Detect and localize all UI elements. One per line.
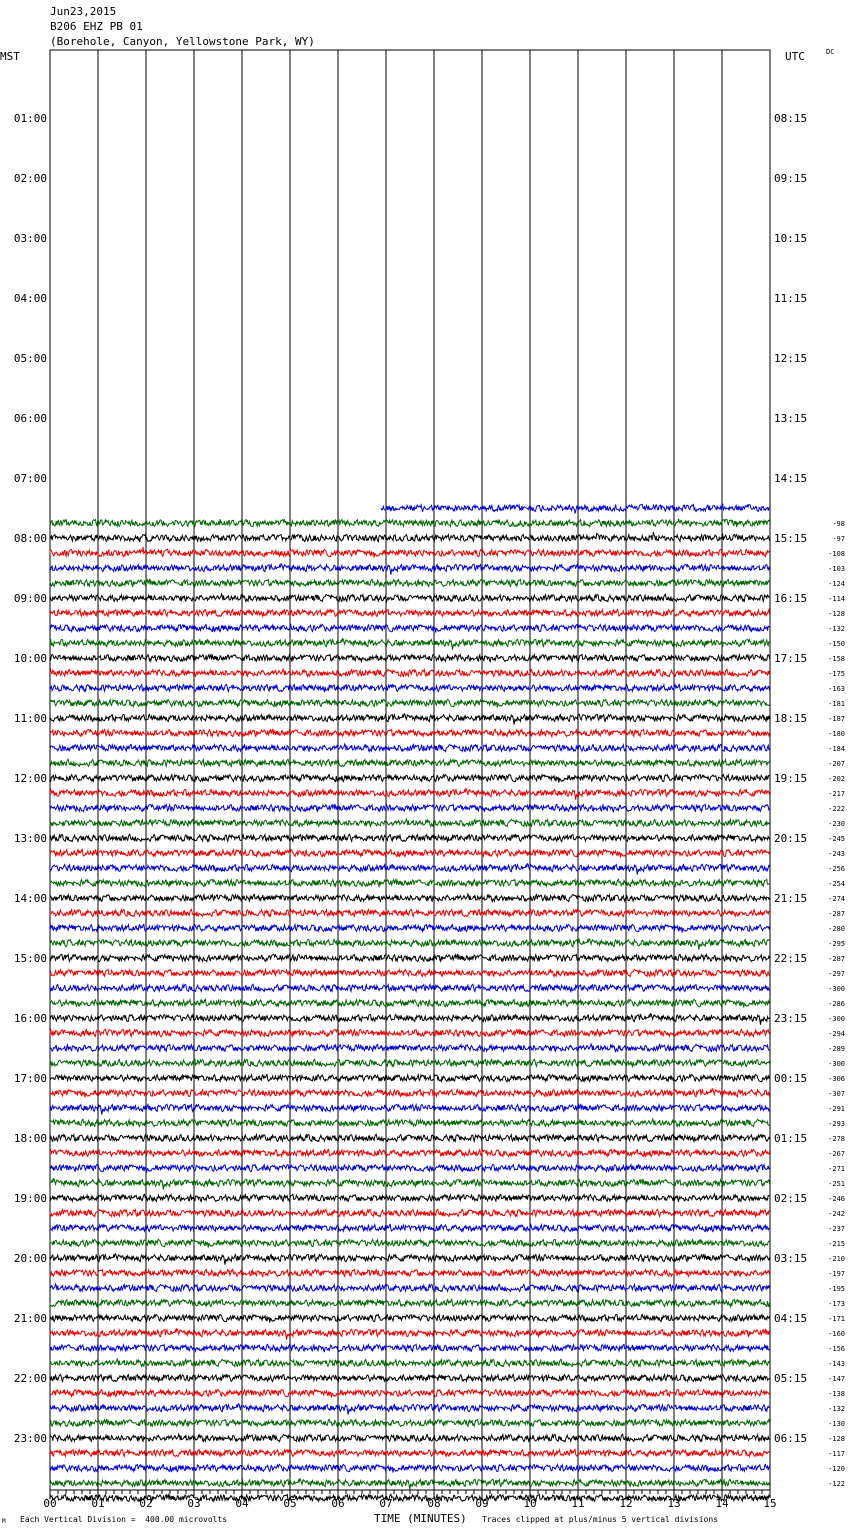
footer-clip-note: Traces clipped at plus/minus 5 vertical divisions xyxy=(482,1515,719,1524)
trace-line xyxy=(50,699,770,707)
dc-offset-label: -202 xyxy=(828,775,845,783)
mst-hour-label: 15:00 xyxy=(13,952,47,965)
mst-hour-label: 21:00 xyxy=(13,1312,47,1325)
x-tick-label: 05 xyxy=(283,1497,297,1510)
utc-hour-label: 16:15 xyxy=(774,592,808,605)
trace-line xyxy=(50,624,770,632)
trace-line xyxy=(50,1149,770,1156)
dc-offset-label: -256 xyxy=(828,865,845,873)
dc-offset-label: -294 xyxy=(828,1030,845,1038)
trace-line xyxy=(381,504,770,513)
utc-hour-label: 05:15 xyxy=(774,1372,808,1385)
x-tick-label: 08 xyxy=(427,1497,441,1510)
trace-line xyxy=(50,714,770,725)
trace-line xyxy=(50,564,770,575)
trace-line xyxy=(50,759,770,766)
dc-offset-label: -293 xyxy=(828,1120,845,1128)
dc-offset-label: -295 xyxy=(828,940,845,948)
trace-line xyxy=(50,639,770,650)
utc-hour-label: 14:15 xyxy=(774,472,808,485)
trace-line xyxy=(50,1404,770,1415)
mst-hour-label: 03:00 xyxy=(13,232,47,245)
trace-line xyxy=(50,1224,770,1231)
header-station: B206 EHZ PB 01 xyxy=(50,20,143,33)
utc-hour-label: 15:15 xyxy=(774,532,808,545)
utc-hour-label: 12:15 xyxy=(774,352,808,365)
dc-offset-label: -210 xyxy=(828,1255,845,1263)
trace-line xyxy=(50,894,770,902)
trace-line xyxy=(50,1434,770,1442)
trace-line xyxy=(50,954,770,961)
dc-offset-label: -280 xyxy=(828,925,845,933)
dc-offset-label: -173 xyxy=(828,1300,845,1308)
trace-line xyxy=(50,1044,770,1052)
mst-hour-label: 01:00 xyxy=(13,112,47,125)
x-tick-label: 14 xyxy=(715,1497,729,1510)
trace-line xyxy=(50,532,770,542)
dc-offset-label: -300 xyxy=(828,1015,845,1023)
dc-offset-label: -195 xyxy=(828,1285,845,1293)
trace-line xyxy=(50,1344,770,1351)
mst-hour-label: 19:00 xyxy=(13,1192,47,1205)
dc-offset-label: -156 xyxy=(828,1345,845,1353)
trace-line xyxy=(50,579,770,586)
utc-hour-label: 09:15 xyxy=(774,172,808,185)
dc-offset-label: -150 xyxy=(828,640,845,648)
trace-line xyxy=(50,864,770,875)
dc-offset-label: -180 xyxy=(828,730,845,738)
mst-hour-label: 18:00 xyxy=(13,1132,47,1145)
trace-line xyxy=(50,1419,770,1426)
dc-offset-label: -254 xyxy=(828,880,845,888)
trace-line xyxy=(50,984,770,991)
trace-line xyxy=(50,1074,770,1081)
dc-offset-label: -114 xyxy=(828,595,845,603)
trace-line xyxy=(50,1329,770,1340)
dc-offset-label: -187 xyxy=(828,715,845,723)
mst-hour-label: 22:00 xyxy=(13,1372,47,1385)
utc-hour-label: 22:15 xyxy=(774,952,808,965)
x-tick-label: 06 xyxy=(331,1497,345,1510)
mst-hour-label: 23:00 xyxy=(13,1432,47,1445)
trace-line xyxy=(50,1134,770,1141)
x-tick-label: 00 xyxy=(43,1497,57,1510)
dc-offset-label: -215 xyxy=(828,1240,845,1248)
dc-offset-label: -242 xyxy=(828,1210,845,1218)
trace-line xyxy=(50,594,770,602)
x-tick-label: 03 xyxy=(187,1497,201,1510)
trace-line xyxy=(50,1359,770,1367)
utc-hour-label: 23:15 xyxy=(774,1012,808,1025)
dc-offset-label: -207 xyxy=(828,760,845,768)
dc-offset-label: -278 xyxy=(828,1135,845,1143)
trace-line xyxy=(50,1059,770,1066)
trace-line xyxy=(50,819,770,827)
mst-hour-label: 04:00 xyxy=(13,292,47,305)
utc-hour-label: 17:15 xyxy=(774,652,808,665)
dc-offset-label: -163 xyxy=(828,685,845,693)
utc-hour-label: 20:15 xyxy=(774,832,808,845)
dc-offset-label: -97 xyxy=(832,535,845,543)
header-location: (Borehole, Canyon, Yellowstone Park, WY) xyxy=(50,35,315,48)
dc-offset-label: -267 xyxy=(828,1150,845,1158)
dc-offset-title: DC xyxy=(826,48,835,56)
mst-hour-label: 13:00 xyxy=(13,832,47,845)
footer-mark: M xyxy=(2,1518,6,1525)
trace-line xyxy=(50,519,770,528)
dc-offset-label: -160 xyxy=(828,1330,845,1338)
trace-line xyxy=(50,729,770,736)
dc-offset-label: -217 xyxy=(828,790,845,798)
x-tick-label: 01 xyxy=(91,1497,105,1510)
x-tick-label: 10 xyxy=(523,1497,537,1510)
x-tick-label: 07 xyxy=(379,1497,393,1510)
utc-hour-label: 10:15 xyxy=(774,232,808,245)
x-tick-label: 04 xyxy=(235,1497,249,1510)
mst-hour-label: 07:00 xyxy=(13,472,47,485)
utc-hour-label: 04:15 xyxy=(774,1312,808,1325)
dc-offset-label: -230 xyxy=(828,820,845,828)
trace-line xyxy=(50,1104,770,1114)
trace-line xyxy=(50,654,770,661)
utc-hour-label: 18:15 xyxy=(774,712,808,725)
x-tick-label: 11 xyxy=(571,1497,585,1510)
x-axis-label: TIME (MINUTES) xyxy=(374,1512,467,1525)
x-tick-label: 09 xyxy=(475,1497,489,1510)
trace-line xyxy=(50,939,770,950)
utc-hour-label: 11:15 xyxy=(774,292,808,305)
trace-line xyxy=(50,1089,770,1098)
dc-offset-label: -222 xyxy=(828,805,845,813)
mst-hour-label: 12:00 xyxy=(13,772,47,785)
trace-line xyxy=(50,1269,770,1276)
utc-hour-label: 08:15 xyxy=(774,112,808,125)
dc-offset-label: -289 xyxy=(828,1045,845,1053)
trace-line xyxy=(50,1494,770,1501)
dc-offset-label: -147 xyxy=(828,1375,845,1383)
dc-offset-label: -98 xyxy=(832,520,845,528)
dc-offset-label: -287 xyxy=(828,910,845,918)
trace-line xyxy=(50,1299,770,1306)
trace-line xyxy=(50,924,770,932)
utc-hour-label: 19:15 xyxy=(774,772,808,785)
trace-line xyxy=(50,789,770,800)
footer-scale-note: Each Vertical Division = 400.00 microvolts xyxy=(20,1515,228,1524)
dc-offset-label: -245 xyxy=(828,835,845,843)
dc-offset-label: -128 xyxy=(828,1435,845,1443)
trace-line xyxy=(50,744,770,752)
dc-offset-label: -181 xyxy=(828,700,845,708)
header-date: Jun23,2015 xyxy=(50,5,117,18)
utc-hour-label: 03:15 xyxy=(774,1252,808,1265)
dc-offset-label: -171 xyxy=(828,1315,845,1323)
utc-hour-label: 06:15 xyxy=(774,1432,808,1445)
mst-hour-label: 17:00 xyxy=(13,1072,47,1085)
dc-offset-label: -117 xyxy=(828,1450,845,1458)
trace-line xyxy=(50,999,770,1007)
trace-line xyxy=(50,1194,770,1202)
trace-line xyxy=(50,609,770,616)
x-tick-label: 15 xyxy=(763,1497,777,1510)
dc-offset-label: -197 xyxy=(828,1270,845,1278)
dc-offset-label: -132 xyxy=(828,625,845,633)
trace-line xyxy=(50,969,770,977)
dc-offset-label: -124 xyxy=(828,580,845,588)
mst-hour-label: 06:00 xyxy=(13,412,47,425)
dc-offset-label: -274 xyxy=(828,895,845,903)
dc-offset-label: -291 xyxy=(828,1105,845,1113)
trace-line xyxy=(50,547,770,558)
trace-line xyxy=(50,1164,770,1172)
dc-offset-label: -300 xyxy=(828,985,845,993)
trace-line xyxy=(50,909,770,916)
trace-line xyxy=(50,879,770,886)
trace-line xyxy=(50,1314,770,1322)
mst-hour-label: 16:00 xyxy=(13,1012,47,1025)
utc-hour-label: 00:15 xyxy=(774,1072,808,1085)
dc-offset-label: -246 xyxy=(828,1195,845,1203)
utc-hour-label: 21:15 xyxy=(774,892,808,905)
mst-hour-label: 05:00 xyxy=(13,352,47,365)
x-tick-label: 13 xyxy=(667,1497,681,1510)
trace-line xyxy=(50,1119,770,1127)
mst-hour-label: 14:00 xyxy=(13,892,47,905)
dc-offset-label: -271 xyxy=(828,1165,845,1173)
trace-line xyxy=(50,804,770,811)
trace-line xyxy=(50,684,770,691)
mst-hour-label: 11:00 xyxy=(13,712,47,725)
dc-offset-label: -143 xyxy=(828,1360,845,1368)
dc-offset-label: -307 xyxy=(828,1090,845,1098)
utc-hour-label: 13:15 xyxy=(774,412,808,425)
dc-offset-label: -243 xyxy=(828,850,845,858)
utc-axis-title: UTC xyxy=(785,50,805,63)
utc-hour-label: 01:15 xyxy=(774,1132,808,1145)
trace-line xyxy=(50,1449,770,1456)
dc-offset-label: -237 xyxy=(828,1225,845,1233)
trace-line xyxy=(50,1254,770,1265)
trace-line xyxy=(50,1479,770,1490)
trace-line xyxy=(50,849,770,857)
dc-offset-label: -120 xyxy=(828,1465,845,1473)
trace-line xyxy=(50,774,770,782)
mst-hour-label: 20:00 xyxy=(13,1252,47,1265)
dc-offset-label: -297 xyxy=(828,970,845,978)
trace-line xyxy=(50,1179,770,1190)
dc-offset-label: -287 xyxy=(828,955,845,963)
trace-line xyxy=(50,1464,770,1472)
x-tick-label: 12 xyxy=(619,1497,633,1510)
dc-offset-label: -158 xyxy=(828,655,845,663)
mst-hour-label: 10:00 xyxy=(13,652,47,665)
dc-offset-label: -300 xyxy=(828,1060,845,1068)
trace-line xyxy=(50,834,770,841)
trace-line xyxy=(50,669,770,677)
trace-line xyxy=(50,1284,770,1292)
dc-offset-label: -175 xyxy=(828,670,845,678)
dc-offset-label: -122 xyxy=(828,1480,845,1488)
dc-offset-label: -108 xyxy=(828,550,845,558)
mst-hour-label: 09:00 xyxy=(13,592,47,605)
x-tick-label: 02 xyxy=(139,1497,153,1510)
dc-offset-label: -286 xyxy=(828,1000,845,1008)
dc-offset-label: -251 xyxy=(828,1180,845,1188)
dc-offset-label: -128 xyxy=(828,610,845,618)
mst-hour-label: 02:00 xyxy=(13,172,47,185)
trace-line xyxy=(50,1239,770,1247)
dc-offset-label: -306 xyxy=(828,1075,845,1083)
utc-hour-label: 02:15 xyxy=(774,1192,808,1205)
mst-hour-label: 08:00 xyxy=(13,532,47,545)
trace-line xyxy=(50,1209,770,1216)
mst-axis-title: MST xyxy=(0,50,20,63)
trace-line xyxy=(50,1374,770,1381)
dc-offset-label: -132 xyxy=(828,1405,845,1413)
trace-line xyxy=(50,1014,770,1025)
dc-offset-label: -130 xyxy=(828,1420,845,1428)
dc-offset-label: -103 xyxy=(828,565,845,573)
trace-line xyxy=(50,1029,770,1036)
dc-offset-label: -138 xyxy=(828,1390,845,1398)
trace-line xyxy=(50,1389,770,1397)
dc-offset-label: -184 xyxy=(828,745,845,753)
